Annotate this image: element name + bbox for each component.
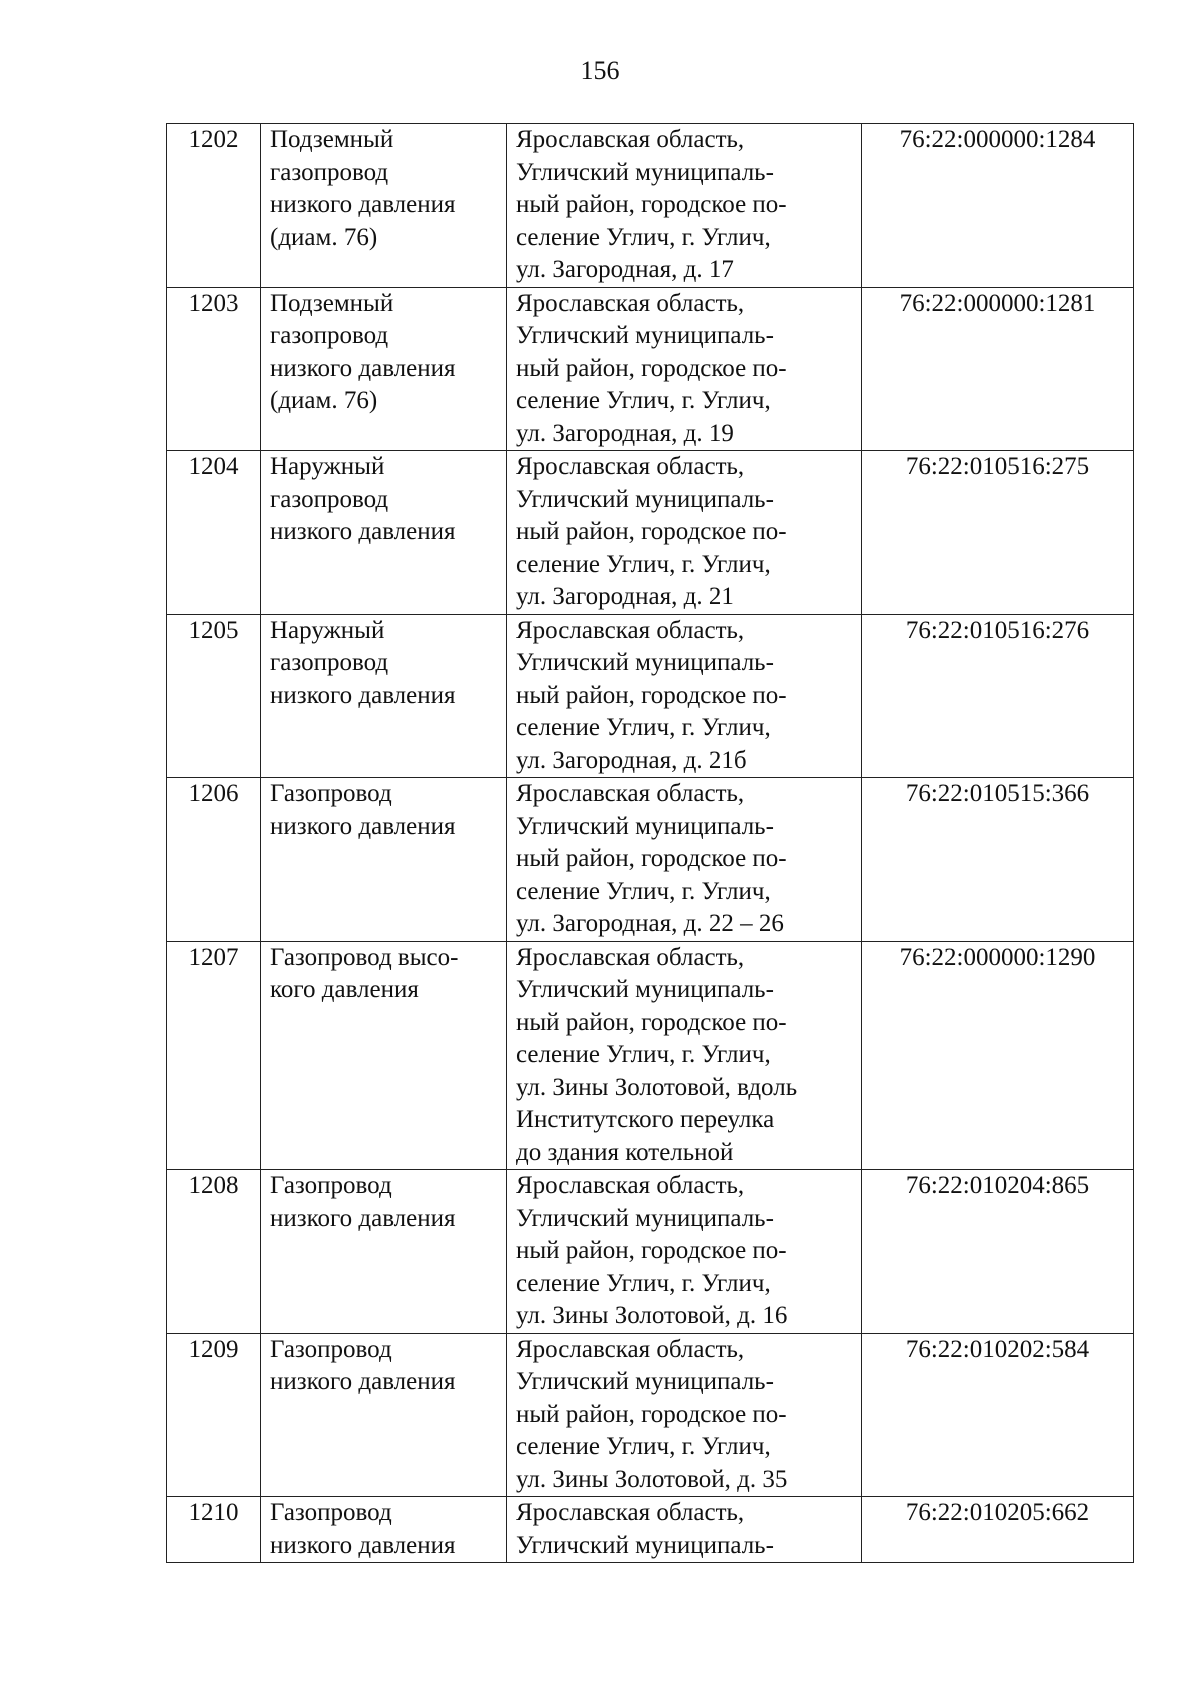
object-address: Ярославская область, Угличский муниципаль- ный район, городское по- селение Углич, г. Углич, ул. Загородная, д. 21 [507,451,862,615]
cadastral-number: 76:22:010516:275 [862,451,1134,615]
object-address: Ярославская область, Угличский муниципаль- ный район, городское по- селение Углич, г. Углич, ул. Зины Золотовой, д. 16 [507,1170,862,1334]
object-name: Газопровод низкого давления [261,1333,507,1497]
cadastral-number: 76:22:000000:1281 [862,287,1134,451]
row-number: 1202 [167,124,261,288]
object-name: Газопровод низкого давления [261,1170,507,1334]
table-row [167,941,1134,1170]
object-address: Ярославская область, Угличский муниципаль- ный район, городское по- селение Углич, г. Углич, ул. Зины Золотовой, вдоль Институтского переулка до здания котельной [507,941,862,1170]
object-name: Наружный газопровод низкого давления [261,451,507,615]
page-number: 156 [580,56,620,85]
row-number: 1210 [167,1497,261,1563]
object-name: Газопровод низкого давления [261,778,507,942]
row-number: 1207 [167,941,261,1170]
row-number: 1209 [167,1333,261,1497]
object-address: Ярославская область, Угличский муниципаль- ный район, городское по- селение Углич, г. Углич, ул. Загородная, д. 21б [507,614,862,778]
cadastral-number: 76:22:010516:276 [862,614,1134,778]
cadastral-number: 76:22:010204:865 [862,1170,1134,1334]
row-number: 1206 [167,778,261,942]
row-number: 1204 [167,451,261,615]
cadastral-number: 76:22:000000:1290 [862,941,1134,1170]
object-name: Газопровод низкого давления [261,1497,507,1563]
table-row [167,1170,1134,1334]
table-row [167,287,1134,451]
object-address: Ярославская область, Угличский муниципаль- ный район, городское по- селение Углич, г. Углич, ул. Загородная, д. 19 [507,287,862,451]
table-row [167,614,1134,778]
object-name: Газопровод высо- кого давления [261,941,507,1170]
object-address: Ярославская область, Угличский муниципаль- ный район, городское по- селение Углич, г. Углич, ул. Загородная, д. 17 [507,124,862,288]
row-number: 1205 [167,614,261,778]
object-address: Ярославская область, Угличский муниципаль- [507,1497,862,1563]
cadastral-number: 76:22:010515:366 [862,778,1134,942]
row-number: 1203 [167,287,261,451]
table-row [167,1497,1134,1563]
table-row [167,778,1134,942]
objects-table [166,123,1134,1563]
object-address: Ярославская область, Угличский муниципаль- ный район, городское по- селение Углич, г. Углич, ул. Зины Золотовой, д. 35 [507,1333,862,1497]
object-address: Ярославская область, Угличский муниципаль- ный район, городское по- селение Углич, г. Углич, ул. Загородная, д. 22 – 26 [507,778,862,942]
object-name: Подземный газопровод низкого давления (диам. 76) [261,124,507,288]
table-row [167,124,1134,288]
object-name: Наружный газопровод низкого давления [261,614,507,778]
cadastral-number: 76:22:010205:662 [862,1497,1134,1563]
row-number: 1208 [167,1170,261,1334]
table-row [167,451,1134,615]
cadastral-number: 76:22:000000:1284 [862,124,1134,288]
cadastral-number: 76:22:010202:584 [862,1333,1134,1497]
object-name: Подземный газопровод низкого давления (диам. 76) [261,287,507,451]
table-row [167,1333,1134,1497]
